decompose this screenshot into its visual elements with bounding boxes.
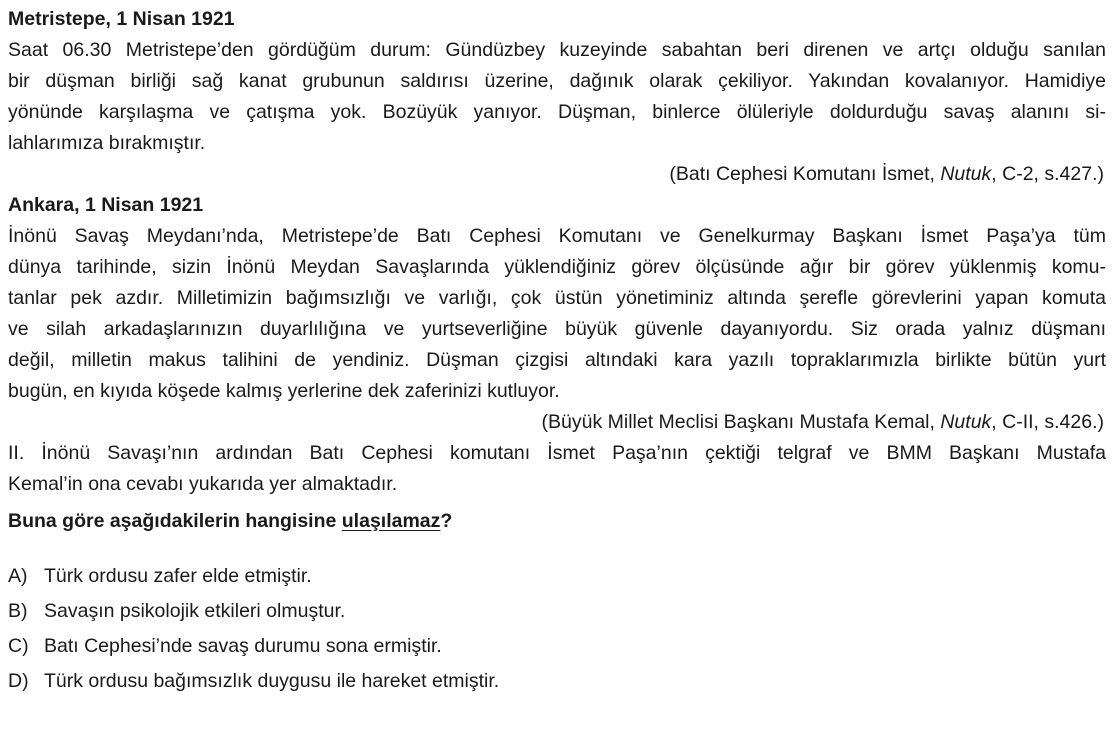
option-text: Türk ordusu zafer elde etmiştir. bbox=[44, 565, 312, 587]
option-a[interactable] bbox=[8, 559, 1106, 594]
doc2-heading: Ankara, 1 Nisan 1921 bbox=[8, 194, 204, 216]
doc2-source-text: (Büyük Millet Meclisi Başkanı Mustafa Kemal, bbox=[541, 411, 941, 433]
doc2-line: değil, milletin makus talihini de yendiniz. Düşman çizgisi altındaki kara yazılı topraklarımızla birlikte bütün yurt bbox=[8, 349, 1106, 371]
question-emphasis: ulaşılamaz bbox=[341, 510, 441, 532]
option-text: Türk ordusu bağımsızlık duygusu ile hareket etmiştir. bbox=[44, 670, 500, 692]
question-mark: ? bbox=[440, 510, 453, 532]
doc1-source-title: Nutuk bbox=[940, 163, 992, 185]
option-letter: B) bbox=[8, 600, 28, 622]
doc1-source bbox=[8, 159, 1106, 190]
doc1-source-text: (Batı Cephesi Komutanı İsmet, bbox=[669, 163, 941, 185]
question-text: Buna göre aşağıdakilerin hangisine bbox=[8, 510, 342, 532]
option-d[interactable] bbox=[8, 664, 1106, 699]
doc2-line: bugün, en kıyıda köşede kalmış yerlerine dek zaferinizi kutluyor. bbox=[8, 380, 560, 402]
doc1-heading: Metristepe, 1 Nisan 1921 bbox=[8, 8, 235, 30]
doc2-source-title: Nutuk bbox=[940, 411, 992, 433]
doc1-line: yönünde karşılaşma ve çatışma yok. Bozüyük yanıyor. Düşman, binlerce ölüleriyle doldurduğu savaş alanını si- bbox=[8, 101, 1106, 123]
doc2-line: tanlar pek azdır. Milletimizin bağımsızlığı ve varlığı, çok üstün yönetiminiz altında şerefle görevlerini yapan komuta bbox=[8, 287, 1106, 309]
doc2-source-ref: , C-II, s.426.) bbox=[991, 411, 1104, 433]
doc1-paragraph bbox=[8, 35, 1106, 159]
answer-options bbox=[8, 559, 1106, 699]
doc1-line: Saat 06.30 Metristepe’den gördüğüm durum: Gündüzbey kuzeyinde sabahtan beri direnen ve artçı olduğu sanılan bbox=[8, 39, 1106, 61]
intro-paragraph bbox=[8, 438, 1106, 500]
intro-line: II. İnönü Savaşı’nın ardından Batı Cephesi komutanı İsmet Paşa’nın çektiği telgraf ve BMM Başkanı Mustafa bbox=[8, 442, 1106, 464]
option-b[interactable] bbox=[8, 594, 1106, 629]
doc1-line: bir düşman birliği sağ kanat grubunun saldırısı üzerine, dağınık olarak çekiliyor. Yakından kovalanıyor. Hamidiye bbox=[8, 70, 1106, 92]
option-letter: A) bbox=[8, 565, 28, 587]
doc2-source bbox=[8, 407, 1106, 438]
doc2-line: ve silah arkadaşlarınızın duyarlılığına ve yurtseverliğine büyük güvenle dayanıyordu. Siz orada yalnız düşmanı bbox=[8, 318, 1106, 340]
option-text: Batı Cephesi’nde savaş durumu sona ermiştir. bbox=[44, 635, 442, 657]
option-c[interactable] bbox=[8, 629, 1106, 664]
doc2-line: dünya tarihinde, sizin İnönü Meydan Savaşlarında yüklendiğiniz görev ölçüsünde ağır bir görev yüklenmiş komu- bbox=[8, 256, 1106, 278]
doc2-paragraph bbox=[8, 221, 1106, 407]
option-text: Savaşın psikolojik etkileri olmuştur. bbox=[44, 600, 346, 622]
intro-line: Kemal’in ona cevabı yukarıda yer almaktadır. bbox=[8, 473, 398, 495]
question-stem bbox=[8, 506, 1106, 537]
doc1-source-ref: , C-2, s.427.) bbox=[991, 163, 1104, 185]
option-letter: C) bbox=[8, 635, 29, 657]
option-letter: D) bbox=[8, 670, 29, 692]
doc1-line: lahlarımıza bırakmıştır. bbox=[8, 132, 206, 154]
doc2-line: İnönü Savaş Meydanı’nda, Metristepe’de Batı Cephesi Komutanı ve Genelkurmay Başkanı İsmet Paşa’ya tüm bbox=[8, 225, 1106, 247]
